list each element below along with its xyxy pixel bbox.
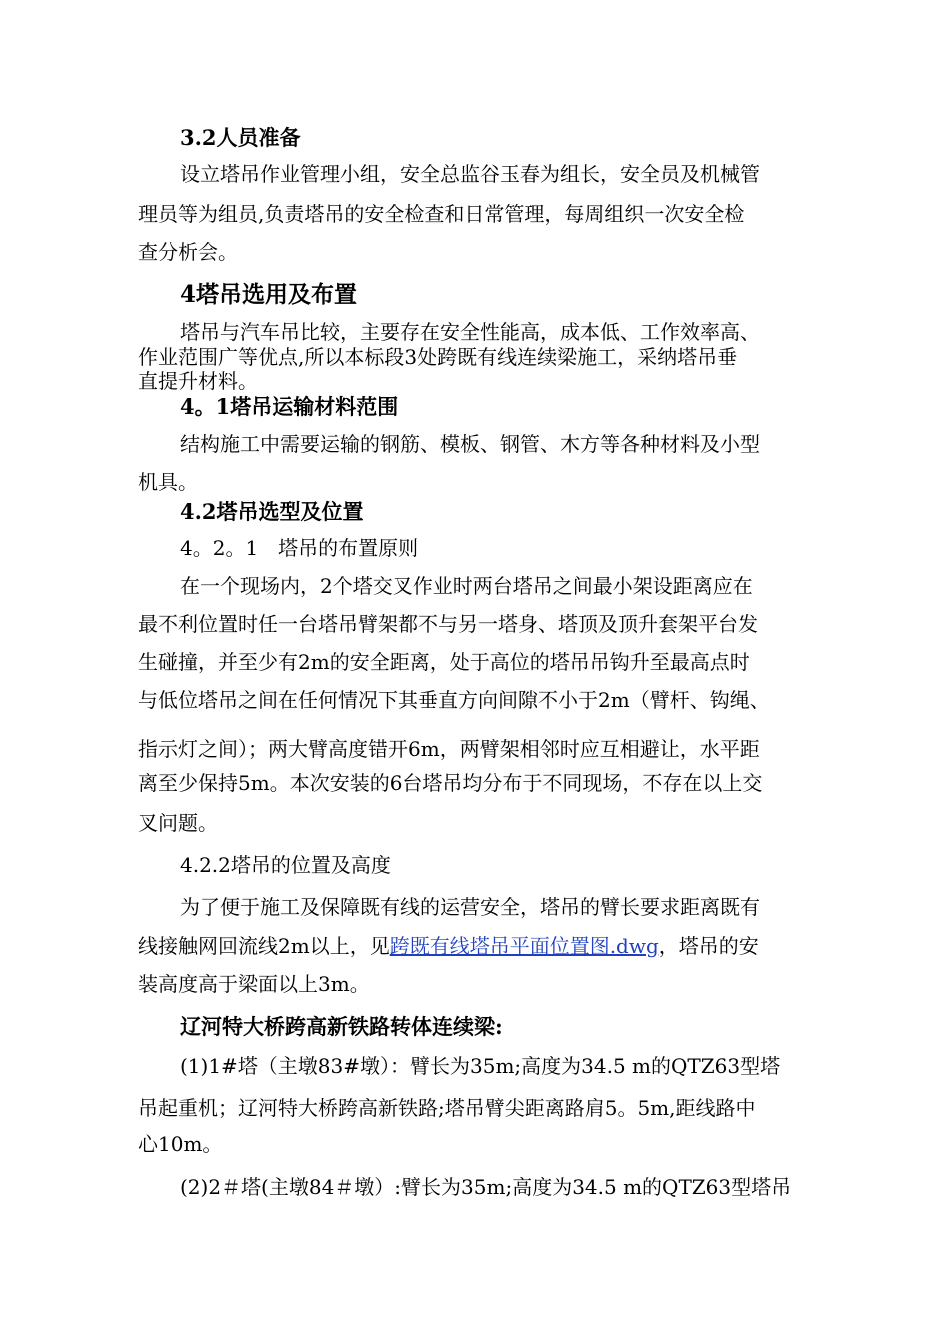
list-item: (2)2＃塔(主墩84＃墩）:臂长为35m;高度为34.5 m的QTZ63型塔吊: [180, 1175, 792, 1199]
heading-4-2-1: 4。2。1 塔吊的布置原则: [180, 536, 419, 560]
paragraph-line: 结构施工中需要运输的钢筋、模板、钢管、木方等各种材料及小型: [180, 432, 760, 456]
list-item: (1)1#塔（主墩83#墩）：臂长为35m;高度为34.5 m的QTZ63型塔: [180, 1054, 781, 1078]
heading-4: 4塔吊选用及布置: [180, 281, 358, 308]
list-item-line: 吊起重机；辽河特大桥跨高新铁路;塔吊臂尖距离路肩5。5m,距线路中: [138, 1096, 756, 1120]
paragraph-line: 最不利位置时任一台塔吊臂架都不与另一塔身、塔顶及顶升套架平台发: [138, 612, 758, 636]
paragraph-line-with-link: [138, 934, 838, 958]
paragraph-line: 离至少保持5m。本次安装的6台塔吊均分布于不同现场，不存在以上交: [138, 771, 763, 795]
paragraph-line: 机具。: [138, 470, 198, 494]
heading-bridge: 辽河特大桥跨高新铁路转体连续梁:: [180, 1014, 503, 1039]
paragraph-line: 理员等为组员,负责塔吊的安全检查和日常管理，每周组织一次安全检: [138, 202, 745, 226]
paragraph-line: 在一个现场内，2个塔交叉作业时两台塔吊之间最小架设距离应在: [180, 574, 753, 598]
paragraph-line: 塔吊与汽车吊比较，主要存在安全性能高，成本低、工作效率高、: [180, 320, 760, 344]
text-before-link: 线接触网回流线2m以上，见: [138, 934, 390, 958]
paragraph-line: 为了便于施工及保障既有线的运营安全，塔吊的臂长要求距离既有: [180, 895, 760, 919]
paragraph-line: 叉问题。: [138, 811, 218, 835]
paragraph-line: 作业范围广等优点,所以本标段3处跨既有线连续梁施工，采纳塔吊垂: [138, 345, 738, 369]
paragraph-line: 设立塔吊作业管理小组，安全总监谷玉春为组长，安全员及机械管: [180, 162, 760, 186]
heading-3-2: 3.2人员准备: [180, 125, 301, 150]
list-item-line: 心10m。: [138, 1132, 223, 1156]
paragraph-line: 查分析会。: [138, 240, 238, 264]
paragraph-line: 装高度高于梁面以上3m。: [138, 972, 370, 996]
heading-4-1: 4。1塔吊运输材料范围: [180, 394, 399, 419]
heading-4-2-2: 4.2.2塔吊的位置及高度: [180, 853, 391, 877]
paragraph-line: 直提升材料。: [138, 369, 258, 393]
paragraph-line: 生碰撞，并至少有2m的安全距离，处于高位的塔吊吊钩升至最高点时: [138, 650, 750, 674]
heading-4-2: 4.2塔吊选型及位置: [180, 499, 364, 524]
text-after-link: ，塔吊的安: [658, 934, 759, 958]
paragraph-line: 指示灯之间）；两大臂高度错开6m，两臂架相邻时应互相避让，水平距: [138, 737, 760, 761]
dwg-file-link[interactable]: 跨既有线塔吊平面位置图.dwg: [389, 934, 659, 958]
paragraph-line: 与低位塔吊之间在任何情况下其垂直方向间隙不小于2m（臂杆、钩绳、: [138, 688, 770, 712]
